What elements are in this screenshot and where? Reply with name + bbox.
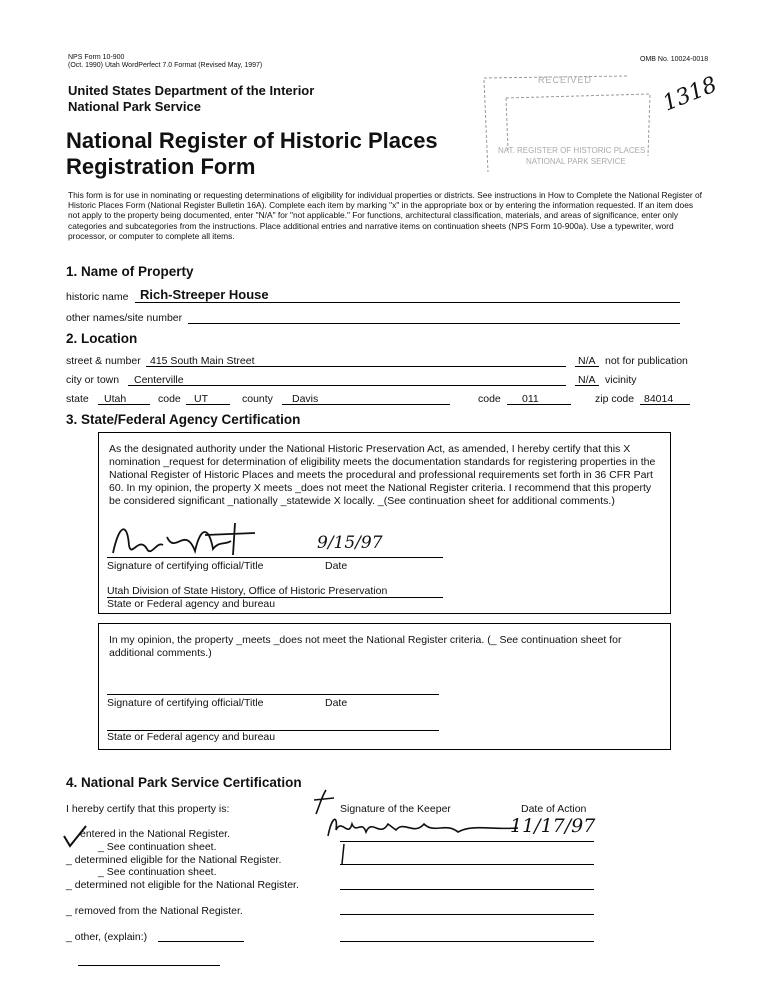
stamp-text-service: NATIONAL PARK SERVICE [526, 157, 626, 166]
county-value[interactable]: Davis [292, 393, 319, 405]
not-pub-value[interactable]: N/A [578, 355, 596, 367]
city-label: city or town [66, 374, 120, 386]
keeper-line-4[interactable] [340, 914, 594, 915]
other-explain-line[interactable] [158, 941, 244, 942]
county-label: county [242, 393, 273, 405]
keeper-label: Signature of the Keeper [340, 803, 451, 815]
stamp-text-register: NAT. REGISTER OF HISTORIC PLACES [498, 146, 646, 155]
opinion-box [98, 623, 671, 750]
section-3-heading: 3. State/Federal Agency Certification [66, 412, 301, 427]
city-value[interactable]: Centerville [134, 374, 184, 386]
section-1-heading: 1. Name of Property [66, 264, 194, 279]
option-removed[interactable]: _ removed from the National Register. [66, 905, 243, 917]
keeper-line-3[interactable] [340, 889, 594, 890]
form-revision: (Oct. 1990) Utah WordPerfect 7.0 Format (Revised May, 1997) [68, 62, 263, 69]
certification-paragraph: As the designated authority under the National Historic Preservation Act, as amended, I hereby certify that this X nomination _request for determination of eligibility meets the documentation standards for registering properties in the National Register of Historic Places and meets the procedural and professional requirements set forth in 36 CFR Part 60. In my opinion, the property X meets _does not meet the National Register criteria. I recommend that this property be considered significant _nationally _statewide X locally. _(See continuation sheet for additional comments.) [109, 443, 656, 507]
city-line [128, 385, 566, 386]
other-names-label: other names/site number [66, 312, 183, 324]
historic-name-value[interactable]: Rich-Streeper House [140, 287, 269, 302]
county-code-line [507, 404, 571, 405]
certify-intro: I hereby certify that this property is: [66, 803, 230, 815]
date-label-2: Date [325, 697, 348, 709]
zip-value[interactable]: 84014 [644, 393, 674, 405]
opinion-paragraph: In my opinion, the property _meets _does not meet the National Register criteria. (_ See continuation sheet for additional comments.) [109, 634, 622, 659]
vicinity-label: vicinity [605, 374, 637, 386]
option-not-eligible[interactable]: _ determined not eligible for the National Register. [66, 879, 299, 891]
section-2-heading: 2. Location [66, 331, 138, 346]
county-code-label: code [478, 393, 501, 405]
instructions-text: This form is for use in nominating or requesting determinations of eligibility for individual properties or districts. See instructions in How to Complete the National Register of Historic Places Form (National Register Bulletin 16A). Complete each item by marking "x" in the appropriate box or by entering the information requested. If an item does not apply to the property being documented, enter "N/A" for "not applicable." For functions, architectural classification, materials, and areas of significance, enter only categories and subcategories from the instructions. Place additional entries and narrative items on continuation sheets (NPS Form 10-900a). Use a typewriter, word processor, or computer to complete all items. [68, 190, 703, 241]
state-code-value[interactable]: UT [194, 393, 208, 405]
department-name: United States Department of the Interior [68, 83, 315, 98]
historic-name-label: historic name [66, 291, 129, 303]
state-code-line [186, 404, 230, 405]
historic-name-line [135, 302, 680, 303]
keeper-line-2[interactable] [340, 864, 594, 865]
certifying-signature [105, 515, 305, 565]
option-entered-continuation[interactable]: _ See continuation sheet. [98, 841, 217, 853]
other-names-line[interactable] [188, 323, 680, 324]
date-of-action-value: 11/17/97 [510, 815, 596, 837]
section-4-heading: 4. National Park Service Certification [66, 775, 302, 790]
signature-label-2: Signature of certifying official/Title [107, 697, 264, 709]
form-title-line2: Registration Form [66, 154, 256, 179]
agency-label: State or Federal agency and bureau [107, 598, 276, 610]
stamp-text-received: RECEIVED [538, 75, 593, 85]
state-label: state [66, 393, 89, 405]
state-value[interactable]: Utah [104, 393, 127, 405]
signature-line-2[interactable] [107, 694, 439, 695]
certifying-date: 9/15/97 [317, 533, 383, 553]
keeper-line-1 [340, 841, 594, 842]
received-stamp [478, 72, 658, 184]
date-of-action-label: Date of Action [521, 803, 587, 815]
service-name: National Park Service [68, 99, 201, 114]
form-number: NPS Form 10-900 [68, 54, 125, 61]
other-explain-line-2[interactable] [78, 965, 220, 966]
handwritten-number: 1318 [659, 72, 721, 117]
option-eligible-continuation[interactable]: _ See continuation sheet. [98, 866, 217, 878]
form-title-line1: National Register of Historic Places [66, 128, 438, 153]
street-value[interactable]: 415 South Main Street [150, 355, 255, 367]
date-label: Date [325, 560, 348, 572]
street-label: street & number [66, 355, 141, 367]
option-other[interactable]: _ other, (explain:) [66, 931, 148, 943]
signature-label: Signature of certifying official/Title [107, 560, 264, 572]
keeper-pen-mark [338, 842, 352, 866]
omb-number: OMB No. 10024-0018 [640, 56, 709, 63]
state-certification-box [98, 432, 671, 614]
vicinity-value[interactable]: N/A [578, 374, 596, 386]
state-code-label: code [158, 393, 181, 405]
option-entered[interactable]: entered in the National Register. [80, 828, 231, 840]
county-code-value[interactable]: 011 [522, 393, 539, 405]
agency-label-2: State or Federal agency and bureau [107, 731, 276, 743]
agency-value[interactable]: Utah Division of State History, Office of Historic Preservation [107, 585, 388, 597]
not-pub-label: not for publication [605, 355, 688, 367]
option-determined-eligible[interactable]: _ determined eligible for the National Register. [66, 854, 282, 866]
keeper-line-5[interactable] [340, 941, 594, 942]
zip-label: zip code [595, 393, 635, 405]
